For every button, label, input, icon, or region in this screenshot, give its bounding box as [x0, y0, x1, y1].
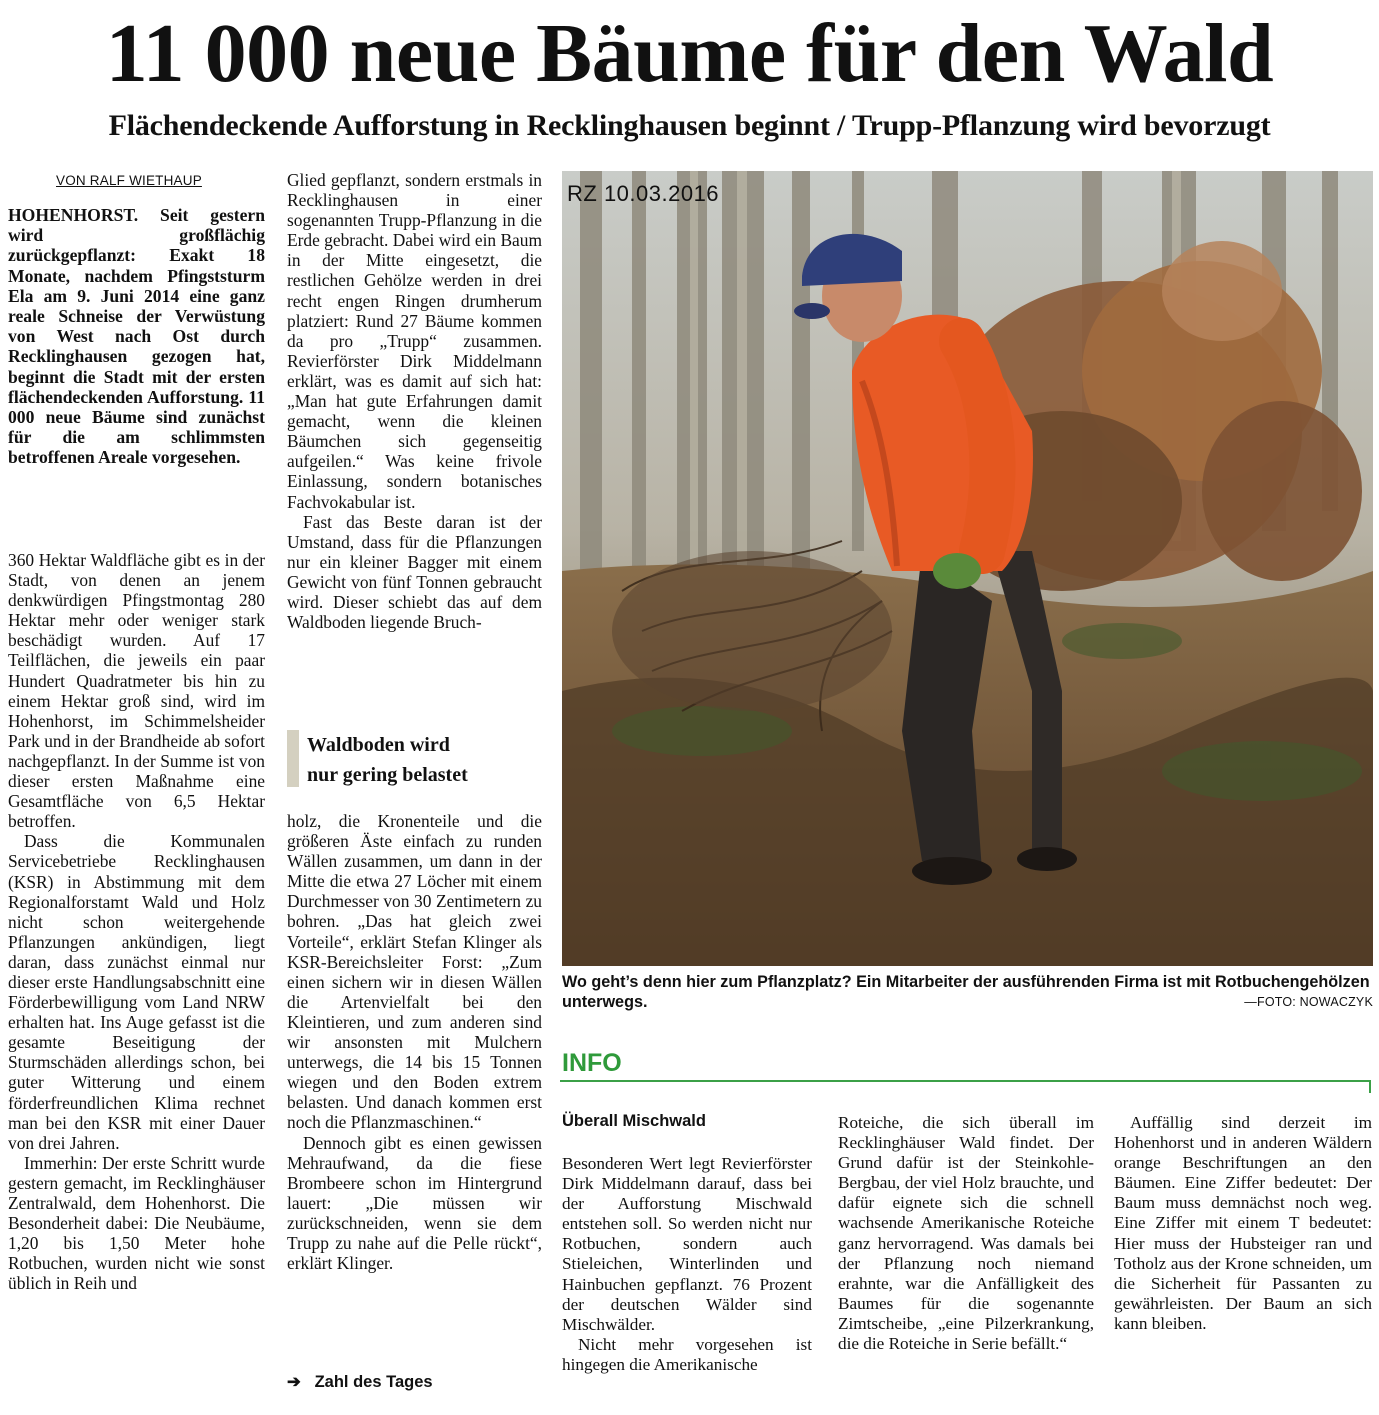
info-column-1	[562, 1154, 812, 1375]
article-column-1	[8, 550, 265, 1293]
info-subtitle: Überall Mischwald	[562, 1112, 706, 1130]
paragraph: Auffällig sind derzeit im Hohenhorst und in anderen Wäldern orange Beschriftungen an den Bäumen. Eine Ziffer bedeutet: Der Baum muss demnächst noch weg. Eine Ziffer mit einem T bedeutet: Hier muss der Hubsteiger ran und Totholz aus der Krone schneiden, um die Sicherheit für Passanten zu gewährleisten. Der Baum an sich kann bleiben.	[1114, 1113, 1372, 1333]
lead-paragraph: HOHENHORST. Seit gestern wird großflächig zurückgepflanzt: Exakt 18 Monate, nachdem Pfingststurm Ela am 9. Juni 2014 eine ganz reale Schneise der Verwüstung von West nach Ost durch Recklinghausen gezogen hat, beginnt die Stadt mit der ersten flächendeckenden Aufforstung. 11 000 neue Bäume sind zunächst für die am schlimmsten betroffenen Areale vorgesehen.	[8, 205, 265, 468]
info-divider	[560, 1080, 1371, 1082]
paragraph: Immerhin: Der erste Schritt wurde gestern gemacht, im Recklinghäuser Zentralwald, dem Hohenhorst. Die Besonderheit dabei: Die Neubäume, 1,20 bis 1,50 Meter hohe Rotbuchen, wurden nicht wie sonst üblich in Reih und	[8, 1152, 265, 1294]
photo-date-stamp: RZ 10.03.2016	[567, 181, 720, 206]
forest-photo	[562, 171, 1373, 966]
subheadline: Flächendeckende Aufforstung in Recklinghausen beginnt / Trupp-Pflanzung wird bevorzugt	[108, 109, 1271, 142]
paragraph: Roteiche, die sich überall im Recklinghäuser Wald findet. Der Grund dafür ist der Steinkohle-Bergbau, der viel Holz brauchte, und dafür eignete sich die schnell wachsende Amerikanische Roteiche ganz hervorragend. Was damals bei der Pflanzung noch niemand erahnte, war die Anfälligkeit des Baumes für die sogenannte Zimtscheibe, „eine Pilzerkrankung, die die Roteiche in Serie befällt.“	[838, 1113, 1094, 1354]
photo-credit: —FOTO: NOWACZYK	[1244, 995, 1373, 1009]
photo-caption: Wo geht’s denn hier zum Pflanzplatz? Ein Mitarbeiter der ausführenden Firma ist mit Rotbuchengehölzen unterwegs.	[562, 973, 1370, 1011]
paragraph: holz, die Kronenteile und die größeren Äste einfach zu runden Wällen zusammen, um dann in der Mitte die etwa 27 Löcher mit einem Durchmesser von 30 Zentimetern zu bohren. „Das hat gleich zwei Vorteile“, erklärt Stefan Klinger als KSR-Bereichsleiter Forst: „Zum einen sichern wir in diesen Wällen die Artenvielfalt bei den Kleintieren, und zum anderen sind wir ansonsten mit Mulchern unterwegs, die 14 bis 15 Tonnen wiegen und den Boden extrem belasten. Und danach kommen erst noch die Pflanzmaschinen.“	[287, 811, 542, 1133]
paragraph: Nicht mehr vorgesehen ist hingegen die Amerikanische	[562, 1334, 812, 1374]
info-title: INFO	[562, 1049, 622, 1077]
subhead-line: Waldboden wird	[307, 734, 450, 756]
section-subhead	[287, 730, 542, 787]
info-column-2	[838, 1113, 1094, 1354]
paragraph: Dennoch gibt es einen gewissen Mehraufwand, da die fiese Brombeere schon im Hintergrund lauert: „Die müssen wir zurückschneiden, wenn sie dem Trupp zu nahe auf die Pelle rückt“, erklärt Klinger.	[287, 1132, 542, 1274]
headline: 11 000 neue Bäume für den Wald	[105, 7, 1274, 100]
info-column-3	[1114, 1113, 1372, 1334]
paragraph: Besonderen Wert legt Revierförster Dirk Middelmann darauf, dass bei der Aufforstung Mischwald entstehen soll. So werden nicht nur Rotbuchen, sondern auch Stieleichen, Winterlinden und Hainbuchen gepflanzt. 76 Prozent der deutschen Wälder sind Mischwälder.	[562, 1154, 812, 1334]
paragraph: Fast das Beste daran ist der Umstand, dass für die Pflanzungen nur ein kleiner Bagger mit einem Gewicht von fünf Tonnen gebraucht wird. Dieser schiebt das auf dem Waldboden liegende Bruch-	[287, 511, 542, 633]
subhead-line: nur gering belastet	[307, 764, 468, 786]
article-column-2-top	[287, 170, 542, 632]
info-divider-corner	[1369, 1080, 1371, 1093]
paragraph: Dass die Kommunalen Servicebetriebe Recklinghausen (KSR) in Abstimmung mit dem Regionalforstamt Wald und Holz nicht schon weitergehende Pflanzungen ankündigen, liegt daran, dass zunächst einmal nur dieser erste Handlungsabschnitt eine Förderbewilligung vom Land NRW erhalten hat. Ins Auge gefasst ist die gesamte Beseitigung der Sturmschäden allerdings schon, bei guter Witterung und einem förderfreundlichen Klima rechnet man bei den KSR mit einer Dauer von drei Jahren.	[8, 831, 265, 1153]
article-column-2-bottom	[287, 811, 542, 1273]
paragraph: Glied gepflanzt, sondern erstmals in Recklinghausen in einer sogenannten Trupp-Pflanzung in die Erde gebracht. Dabei wird ein Baum in der Mitte eingesetzt, die restlichen Gehölze werden in drei recht engen Ringen drumherum platziert: Rund 27 Bäume kommen da pro „Trupp“ zusammen. Revierförster Dirk Middelmann erklärt, was es damit auf sich hat: „Man hat gute Erfahrungen damit gemacht, wenn die kleinen Bäumchen sich gegenseitig aufgeilen.“ Was keine frivole Einlassung, sondern botanisches Fachvokabular ist.	[287, 170, 542, 512]
forest-photo-illustration	[562, 171, 1373, 966]
paragraph: 360 Hektar Waldfläche gibt es in der Stadt, von denen an jenem denkwürdigen Pfingstmontag 280 Hektar mehr oder weniger stark beschädigt wurden. Auf 17 Teilflächen, die jeweils ein paar Hundert Quadratmeter bis hin zu einem Hektar groß sind, wird im Hohenhorst, im Schimmelsheider Park und in der Brandheide ab sofort nachgepflanzt. In der Summe ist von dieser ersten Maßnahme eine Gesamtfläche von 6,5 Hektar betroffen.	[8, 550, 265, 832]
arrow-right-icon: ➔	[287, 1373, 301, 1391]
byline: VON RALF WIETHAUP	[56, 173, 202, 188]
zahl-des-tages-label: Zahl des Tages	[314, 1373, 433, 1391]
zahl-des-tages-link[interactable]	[287, 1372, 433, 1392]
